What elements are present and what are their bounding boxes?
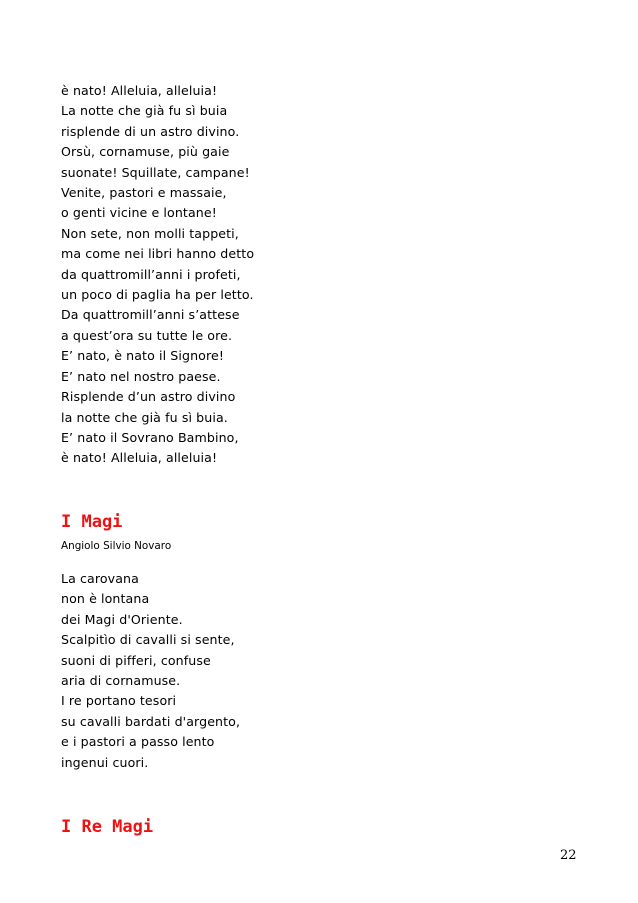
poem-line: risplende di un astro divino.	[61, 123, 240, 139]
poem-line: Scalpitìo di cavalli si sente,	[61, 632, 235, 648]
page-number: 22	[560, 848, 577, 863]
poem-line: Non sete, non molli tappeti,	[61, 225, 239, 241]
poem-line: la notte che già fu sì buia.	[61, 409, 228, 425]
poem-line: ma come nei libri hanno detto	[61, 246, 255, 262]
poem-line: E’ nato il Sovrano Bambino,	[61, 429, 239, 445]
poem-line: E’ nato, è nato il Signore!	[61, 348, 224, 364]
poem-line: e i pastori a passo lento	[61, 734, 215, 750]
poem-line: dei Magi d'Oriente.	[61, 611, 183, 627]
poem-author: Angiolo Silvio Novaro	[61, 540, 172, 552]
poem-continuation	[61, 81, 254, 469]
section-title-i-re-magi: I Re Magi	[61, 817, 154, 837]
poem-line: I re portano tesori	[61, 693, 177, 709]
poem-line: E’ nato nel nostro paese.	[61, 368, 221, 384]
poem-line: La carovana	[61, 571, 139, 586]
poem-line: o genti vicine e lontane!	[61, 205, 217, 221]
poem-line: da quattromill’anni i profeti,	[61, 266, 241, 282]
poem-line: Venite, pastori e massaie,	[61, 185, 227, 201]
section-title-i-magi: I Magi	[61, 512, 123, 532]
poem-line: Da quattromill’anni s’attese	[61, 307, 240, 323]
poem-line: un poco di paglia ha per letto.	[61, 287, 254, 303]
poem-line: è nato! Alleluia, alleluia!	[61, 450, 218, 466]
poem-line: La notte che già fu sì buia	[61, 103, 228, 119]
poem-line: Risplende d’un astro divino	[61, 389, 236, 405]
poem-line: ingenui cuori.	[61, 754, 149, 770]
poem-line: suoni di pifferi, confuse	[61, 652, 211, 668]
poem-line: aria di cornamuse.	[61, 673, 181, 689]
poem-line: a quest’ora su tutte le ore.	[61, 327, 233, 343]
poem-line: è nato! Alleluia, alleluia!	[61, 83, 218, 98]
poem-line: su cavalli bardati d'argento,	[61, 713, 241, 729]
poem-line: Orsù, cornamuse, più gaie	[61, 144, 230, 160]
poem-i-magi	[61, 569, 240, 773]
poem-line: non è lontana	[61, 591, 150, 607]
poem-line: suonate! Squillate, campane!	[61, 164, 250, 180]
